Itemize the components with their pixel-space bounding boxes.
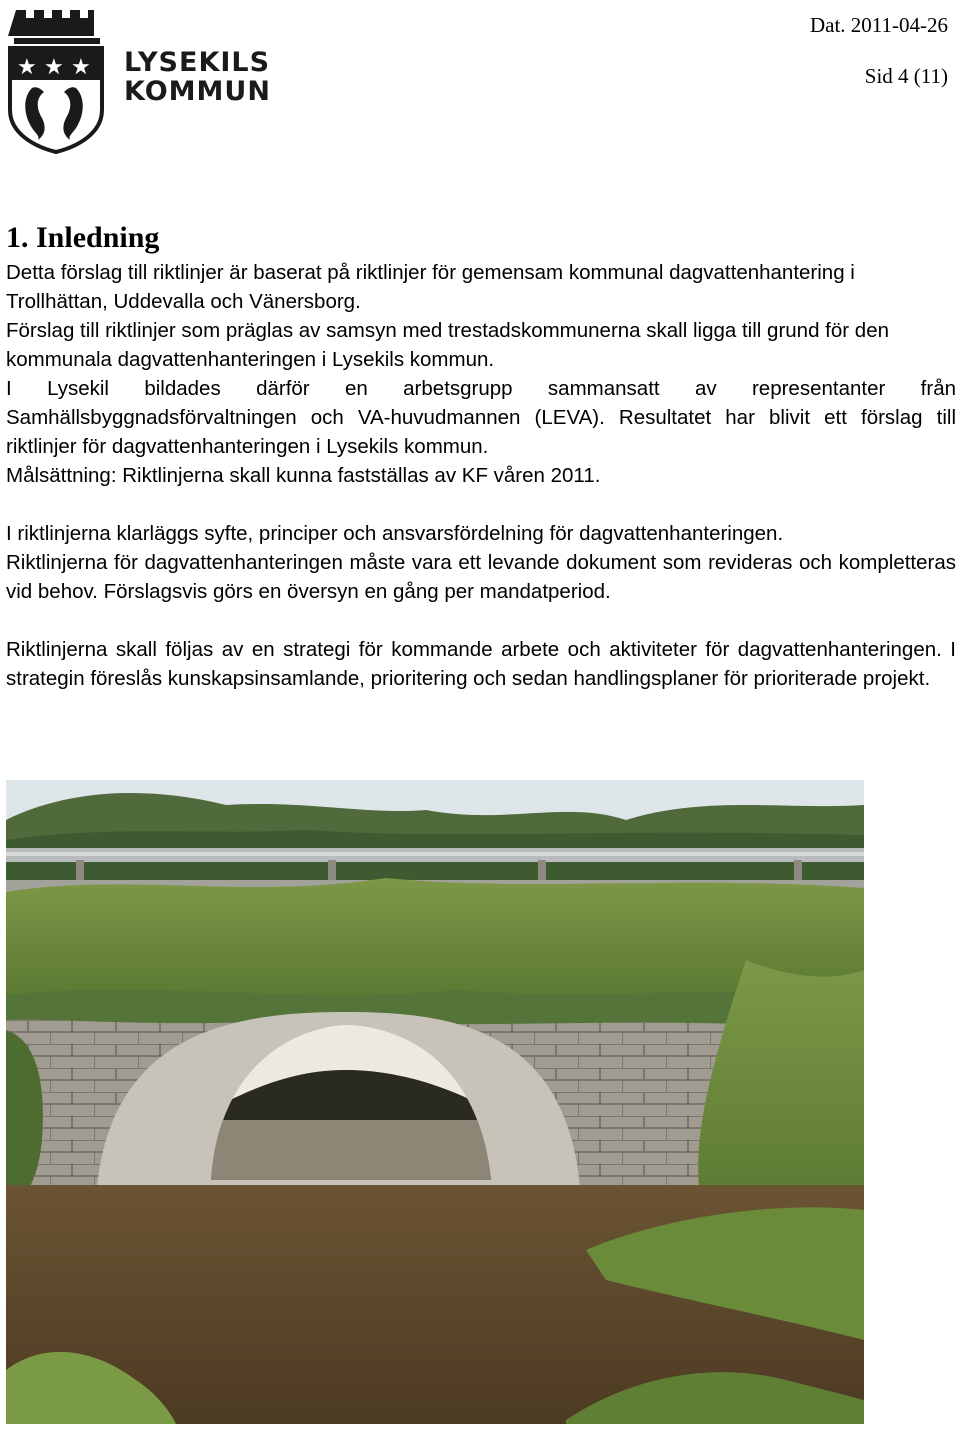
paragraph-living-document: Riktlinjerna för dagvattenhanteringen måste vara ett levande dokument som revideras och kompletteras vid behov. Förslagsvis görs en översyn en gång per mandatperiod. (6, 551, 956, 603)
svg-text:★: ★ (71, 55, 91, 80)
paragraph-goal: Målsättning: Riktlinjerna skall kunna fastställas av KF våren 2011. (6, 464, 601, 487)
logo-line-1: LYSEKILS (124, 47, 271, 78)
svg-text:★: ★ (17, 55, 37, 80)
svg-text:★: ★ (44, 55, 64, 80)
logo-wordmark (124, 48, 271, 106)
document-date: Dat. 2011-04-26 (809, 13, 948, 37)
paragraph-scope: I riktlinjerna klarläggs syfte, principer och ansvarsfördelning för dagvattenhanteringen. (6, 522, 784, 545)
page-number: Sid 4 (11) (864, 64, 948, 88)
paragraph-consensus: Förslag till riktlinjer som präglas av samsyn med trestadskommunerna skall ligga till grund för den kommunala dagvattenhanteringen i Lysekils kommun. (6, 319, 889, 371)
paragraph-strategy: Riktlinjerna skall följas av en strategi för kommande arbete och aktiviteter för dagvattenhanteringen. I strategin föreslås kunskapsinsamlande, prioritering och sedan handlingsplaner för prioriterade projekt. (6, 638, 956, 690)
paragraph-working-group: I Lysekil bildades därför en arbetsgrupp sammansatt av representanter från Samhällsbyggnadsförvaltningen och VA-huvudmannen (LEVA). Resultatet har blivit ett förslag till riktlinjer för dagvattenhanteringen i Lysekils kommun. (6, 377, 956, 458)
culvert-photo (6, 780, 864, 1424)
section-title: 1. Inledning (6, 221, 160, 254)
logo-line-2: KOMMUN (124, 76, 271, 107)
municipality-logo (6, 4, 276, 154)
body-text (6, 258, 956, 693)
document-meta (810, 12, 948, 89)
paragraph-basis: Detta förslag till riktlinjer är baserat på riktlinjer för gemensam kommunal dagvattenhantering i Trollhättan, Uddevalla och Vänersborg. (6, 261, 855, 313)
coat-of-arms-icon (6, 4, 106, 154)
